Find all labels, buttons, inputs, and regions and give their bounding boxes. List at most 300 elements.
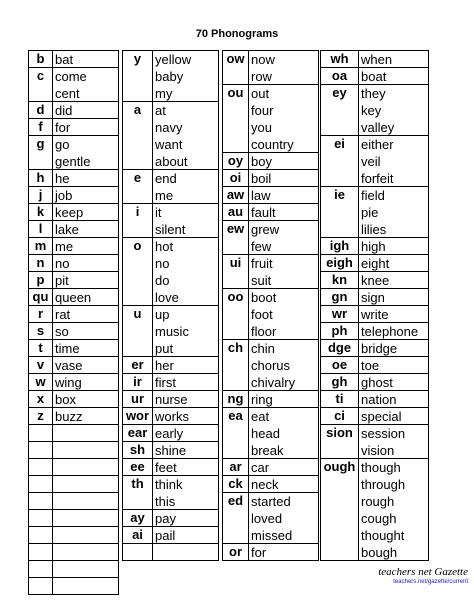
phonogram-cell [28,186,53,204]
example-word: no [55,256,70,271]
phonogram-cell [320,424,359,459]
example-words-cell [52,169,119,187]
example-word: put [155,341,174,356]
example-words-cell [52,305,119,323]
phonogram-label: ed [227,493,244,508]
example-words-cell [152,407,219,425]
example-words-cell [358,237,429,255]
example-word: bat [55,52,74,67]
phonogram-cell [28,560,53,578]
example-words-cell [52,322,119,340]
example-words-cell [52,560,119,578]
example-word: first [155,375,176,390]
example-words-cell [152,390,219,408]
phonogram-cell [28,101,53,119]
example-words-cell [52,237,119,255]
phonogram-label: c [36,68,45,83]
example-word: pay [155,511,176,526]
example-words-cell [52,254,119,272]
example-word: this [155,494,176,509]
phonogram-cell [28,424,53,442]
example-word: boil [251,171,272,186]
example-words-cell [52,288,119,306]
example-words-cell [52,458,119,476]
phonogram-cell [222,152,249,170]
phonogram-cell [320,305,359,323]
phonogram-cell [222,186,249,204]
example-word: foot [251,307,273,322]
example-word: me [155,188,174,203]
example-word: rat [55,307,71,322]
phonogram-label: ow [226,51,245,66]
phonogram-cell [320,186,359,238]
example-word [155,544,218,561]
example-word: about [155,154,188,169]
phonogram-cell [122,543,153,561]
example-word: want [155,137,183,152]
phonogram-cell [28,220,53,238]
example-word: for [251,545,267,560]
example-word: chorus [251,358,291,373]
example-words-cell [52,543,119,561]
example-words-cell [152,424,219,442]
phonogram-label: p [36,272,45,287]
phonogram-label: ng [227,391,244,406]
example-word: through [361,477,406,492]
publisher-credit [378,566,468,585]
example-word: come [55,69,87,84]
example-word: cough [361,511,397,526]
phonogram-label: ar [229,459,242,474]
example-word: country [251,137,294,152]
phonogram-cell [28,305,53,323]
phonogram-cell [320,67,359,85]
phonogram-cell [222,390,249,408]
phonogram-label: f [38,119,43,134]
example-word: you [251,120,272,135]
example-word: do [155,273,170,288]
example-word: wing [55,375,82,390]
phonogram-label: ei [334,136,345,151]
example-words-cell [248,186,319,204]
phonogram-cell [28,390,53,408]
example-word: toe [361,358,380,373]
example-words-cell [358,390,429,408]
phonogram-cell [320,458,359,561]
phonogram-cell [28,203,53,221]
example-words-cell [152,101,219,170]
phonogram-cell [222,220,249,255]
phonogram-cell [222,254,249,289]
example-word: field [361,188,385,203]
example-word: shine [155,443,187,458]
example-word: ring [251,392,273,407]
phonogram-cell [122,373,153,391]
example-word [55,442,118,459]
example-word: bough [361,545,398,560]
example-words-cell [248,407,319,459]
example-word: chin [251,341,275,356]
example-word: so [55,324,69,339]
phonogram-label: g [36,136,45,151]
example-words-cell [358,288,429,306]
example-words-cell [358,356,429,374]
phonogram-cell [28,237,53,255]
example-word: though [361,460,401,475]
phonogram-label: o [133,238,142,253]
phonogram-cell [222,543,249,561]
phonogram-label: ear [127,425,148,440]
example-words-cell [152,305,219,357]
example-words-cell [52,220,119,238]
phonogram-cell [320,135,359,187]
example-word: gentle [55,154,91,169]
phonogram-label: ou [227,85,244,100]
phonogram-cell [222,407,249,459]
example-words-cell [152,509,219,527]
example-word: my [155,86,173,101]
example-word: veil [361,154,381,169]
phonogram-label: er [131,357,144,372]
example-word: keep [55,205,84,220]
example-word: few [251,239,272,254]
example-words-cell [152,203,219,238]
phonogram-label: oa [331,68,348,83]
example-words-cell [152,441,219,459]
example-words-cell [152,169,219,204]
example-word: loved [251,511,283,526]
example-word: pie [361,205,379,220]
example-word: grew [251,222,280,237]
phonogram-cell [28,577,53,595]
example-words-cell [52,356,119,374]
phonogram-cell [122,237,153,306]
phonogram-label: ck [228,476,243,491]
phonogram-cell [28,441,53,459]
example-words-cell [358,407,429,425]
example-words-cell [152,356,219,374]
phonogram-label: b [36,51,45,66]
example-word: time [55,341,80,356]
example-word: yellow [155,52,192,67]
phonogram-cell [28,50,53,68]
example-word: go [55,137,70,152]
phonogram-label: th [131,476,144,491]
phonogram-label: ew [226,221,245,236]
phonogram-cell [122,475,153,510]
example-words-cell [52,509,119,527]
phonogram-cell [122,441,153,459]
example-words-cell [52,407,119,425]
example-word: they [361,86,386,101]
phonogram-cell [28,458,53,476]
example-words-cell [358,424,429,459]
phonogram-cell [320,390,359,408]
example-word: either [361,137,394,152]
phonogram-label: t [38,340,43,355]
example-words-cell [358,186,429,238]
example-words-cell [358,50,429,68]
example-word: boot [251,290,277,305]
phonogram-cell [122,305,153,357]
phonogram-cell [320,237,359,255]
phonogram-label: x [36,391,45,406]
example-word: silent [155,222,186,237]
example-words-cell [358,339,429,357]
example-word: lilies [361,222,387,237]
example-word: eight [361,256,390,271]
publisher-logo [378,566,468,578]
example-words-cell [248,492,319,544]
phonogram-label: oe [331,357,348,372]
example-words-cell [358,322,429,340]
example-word: for [55,120,71,135]
example-word: law [251,188,271,203]
phonogram-cell [122,50,153,102]
example-word: sign [361,290,385,305]
example-word: break [251,443,284,458]
phonogram-label: ay [130,510,145,525]
phonogram-cell [122,424,153,442]
phonogram-cell [28,288,53,306]
example-word: thought [361,528,405,543]
phonogram-cell [28,271,53,289]
phonogram-label: i [135,204,140,219]
phonogram-label: e [133,170,142,185]
example-word: box [55,392,76,407]
phonogram-label: y [133,51,142,66]
example-word: boat [361,69,387,84]
phonogram-cell [122,390,153,408]
phonogram-cell [222,84,249,153]
phonogram-cell [320,288,359,306]
example-word: queen [55,290,92,305]
phonogram-cell [28,373,53,391]
example-word: job [55,188,73,203]
phonogram-cell [122,509,153,527]
example-words-cell [52,373,119,391]
page-title: 70 Phonograms [195,28,279,40]
example-word: at [155,103,166,118]
example-word: buzz [55,409,83,424]
phonogram-cell [28,543,53,561]
example-word: started [251,494,291,509]
example-word: pail [155,528,176,543]
example-words-cell [248,203,319,221]
example-words-cell [248,220,319,255]
example-word: now [251,52,275,67]
example-word [55,527,118,544]
example-words-cell [248,84,319,153]
phonogram-label: n [36,255,45,270]
phonogram-label: wor [125,408,150,423]
example-word: baby [155,69,184,84]
example-word: hot [155,239,174,254]
phonogram-label: dge [327,340,352,355]
phonogram-cell [28,169,53,187]
phonogram-cell [28,356,53,374]
phonogram-label: ie [334,187,345,202]
phonogram-label: ai [132,527,143,542]
example-word: eat [251,409,270,424]
phonogram-label: kn [331,272,348,287]
example-word: valley [361,120,395,135]
example-words-cell [52,526,119,544]
example-word: head [251,426,280,441]
phonogram-label: ir [133,374,142,389]
example-word: early [155,426,184,441]
example-word: me [55,239,74,254]
phonogram-cell [122,407,153,425]
phonogram-cell [28,67,53,102]
example-word: suit [251,273,272,288]
example-words-cell [52,50,119,68]
phonogram-label: ch [227,340,244,355]
example-words-cell [358,254,429,272]
phonogram-cell [28,526,53,544]
phonogram-label: h [36,170,45,185]
phonogram-label: wr [331,306,348,321]
example-word: forfeit [361,171,394,186]
phonogram-cell [320,84,359,136]
phonogram-cell [320,339,359,357]
phonogram-cell [28,135,53,170]
example-word: fruit [251,256,273,271]
example-words-cell [358,458,429,561]
example-word: her [155,358,174,373]
phonogram-cell [222,50,249,85]
example-word: knee [361,273,390,288]
example-words-cell [358,67,429,85]
example-word: telephone [361,324,419,339]
example-words-cell [152,475,219,510]
example-words-cell [248,390,319,408]
example-word: out [251,86,270,101]
example-words-cell [248,475,319,493]
phonogram-label: qu [32,289,49,304]
phonogram-label: oo [227,289,244,304]
example-word [55,476,118,493]
phonogram-cell [320,271,359,289]
publisher-logo-text: teachers net Gazette [378,566,468,578]
phonogram-cell [320,407,359,425]
example-words-cell [52,203,119,221]
example-word: no [155,256,170,271]
phonogram-label: or [229,544,242,559]
example-word: up [155,307,170,322]
phonogram-cell [222,458,249,476]
example-word: nurse [155,392,188,407]
phonogram-cell [28,475,53,493]
phonogram-label: a [133,102,142,117]
phonogram-cell [122,526,153,544]
example-words-cell [248,169,319,187]
example-word: neck [251,477,279,492]
example-word [55,544,118,561]
phonogram-cell [28,407,53,425]
example-word: row [251,69,272,84]
phonogram-label: igh [329,238,350,253]
example-word: did [55,103,73,118]
example-word: nation [361,392,397,407]
example-words-cell [52,135,119,170]
example-words-cell [358,305,429,323]
phonogram-cell [222,288,249,340]
phonogram-label: sh [129,442,146,457]
phonogram-label: eigh [326,255,353,270]
example-words-cell [248,543,319,561]
example-word: feet [155,460,177,475]
example-words-cell [52,492,119,510]
phonogram-cell [320,356,359,374]
example-words-cell [248,254,319,289]
phonogram-cell [28,339,53,357]
phonogram-cell [222,169,249,187]
example-words-cell [248,152,319,170]
phonogram-label: au [227,204,244,219]
phonogram-label: k [36,204,45,219]
example-words-cell [52,390,119,408]
example-words-cell [358,135,429,187]
phonogram-label: oy [227,153,244,168]
phonogram-label: z [37,408,44,423]
phonogram-label: aw [226,187,245,202]
example-word [55,493,118,510]
example-word: car [251,460,270,475]
example-word: works [155,409,189,424]
phonogram-label: gh [331,374,348,389]
phonogram-label: gn [331,289,348,304]
example-word: high [361,239,386,254]
example-words-cell [358,84,429,136]
example-word: pit [55,273,69,288]
example-words-cell [52,339,119,357]
phonogram-label: ur [131,391,144,406]
phonogram-cell [28,322,53,340]
example-word: bridge [361,341,398,356]
example-word [55,561,118,578]
example-word: vision [361,443,395,458]
example-words-cell [248,288,319,340]
example-words-cell [152,543,219,561]
phonogram-label: ee [130,459,145,474]
phonogram-label: ough [323,459,356,474]
phonogram-label: wh [330,51,349,66]
phonogram-cell [222,475,249,493]
example-word: think [155,477,183,492]
example-words-cell [52,271,119,289]
phonogram-cell [28,118,53,136]
example-word: ghost [361,375,393,390]
phonogram-label: oi [229,170,242,185]
example-words-cell [52,577,119,595]
example-words-cell [248,50,319,85]
example-word: it [155,205,162,220]
example-words-cell [52,101,119,119]
phonogram-cell [122,356,153,374]
example-word [55,425,118,442]
phonogram-label: ey [332,85,347,100]
example-word: floor [251,324,277,339]
example-word: missed [251,528,293,543]
example-words-cell [52,67,119,102]
example-word: key [361,103,382,118]
example-word: rough [361,494,395,509]
example-word: he [55,171,70,186]
phonogram-cell [122,169,153,204]
example-words-cell [52,186,119,204]
publisher-url: teachers.net/gazette/current [393,579,468,585]
